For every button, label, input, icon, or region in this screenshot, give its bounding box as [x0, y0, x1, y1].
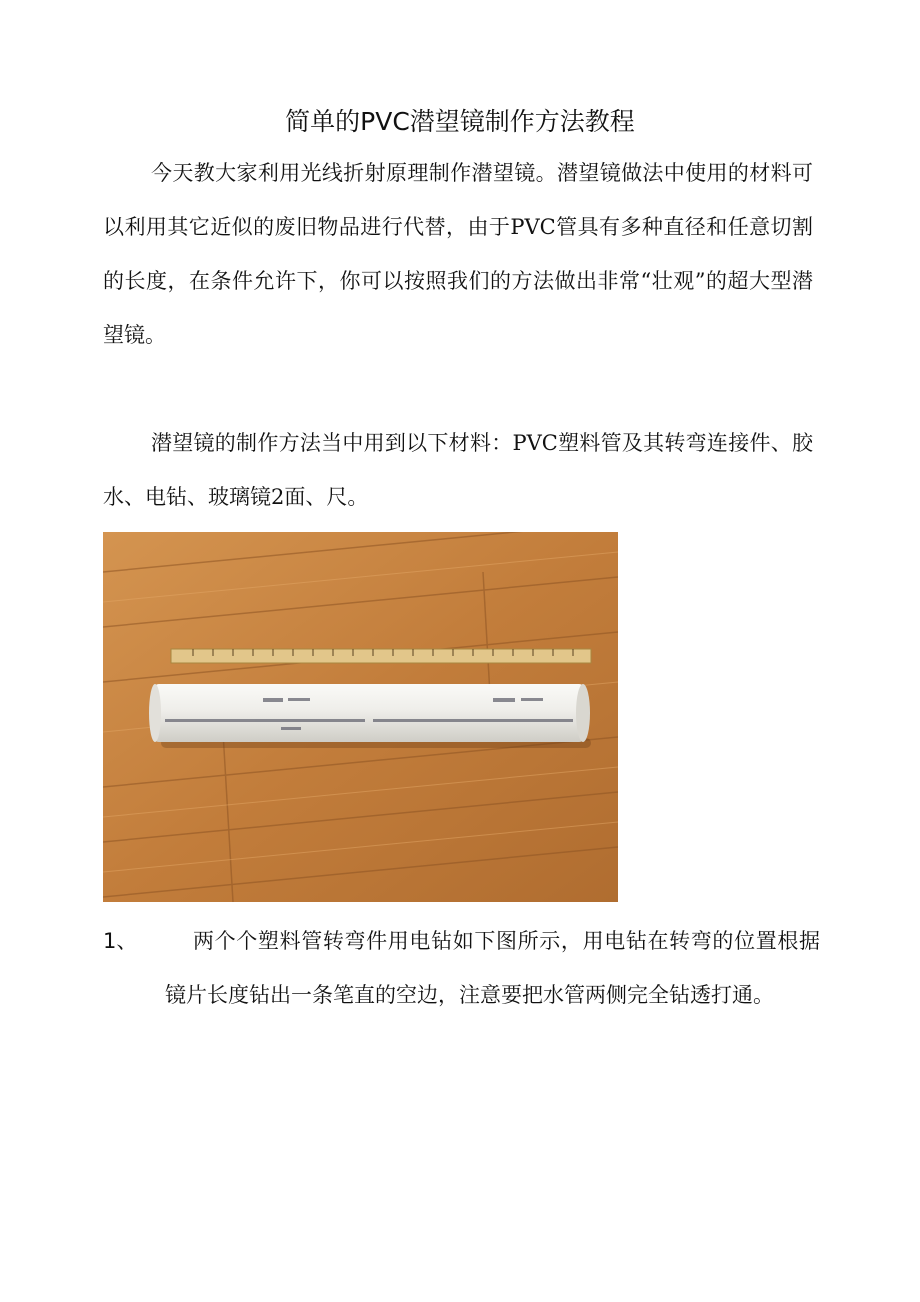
step-text: 两个个塑料管转弯件用电钻如下图所示，用电钻在转弯的位置根据镜片长度钻出一条笔直的空边，注意要把水管两侧完全钻透打通。 [165, 929, 820, 1007]
materials-paragraph: 潜望镜的制作方法当中用到以下材料：PVC塑料管及其转弯连接件、胶水、电钻、玻璃镜2面、尺。 [103, 431, 813, 509]
intro-paragraph: 今天教大家利用光线折射原理制作潜望镜。潜望镜做法中使用的材料可以利用其它近似的废旧物品进行代替，由于PVC管具有多种直径和任意切割的长度，在条件允许下，你可以按照我们的方法做出非常“壮观”的超大型潜望镜。 [103, 161, 813, 347]
document-title: 简单的PVC潜望镜制作方法教程 [285, 107, 635, 136]
step-number: 1、 [103, 929, 138, 953]
pvc-pipe-photo [103, 532, 618, 902]
pvc-pipe-on-wood-floor-photo [103, 532, 618, 902]
